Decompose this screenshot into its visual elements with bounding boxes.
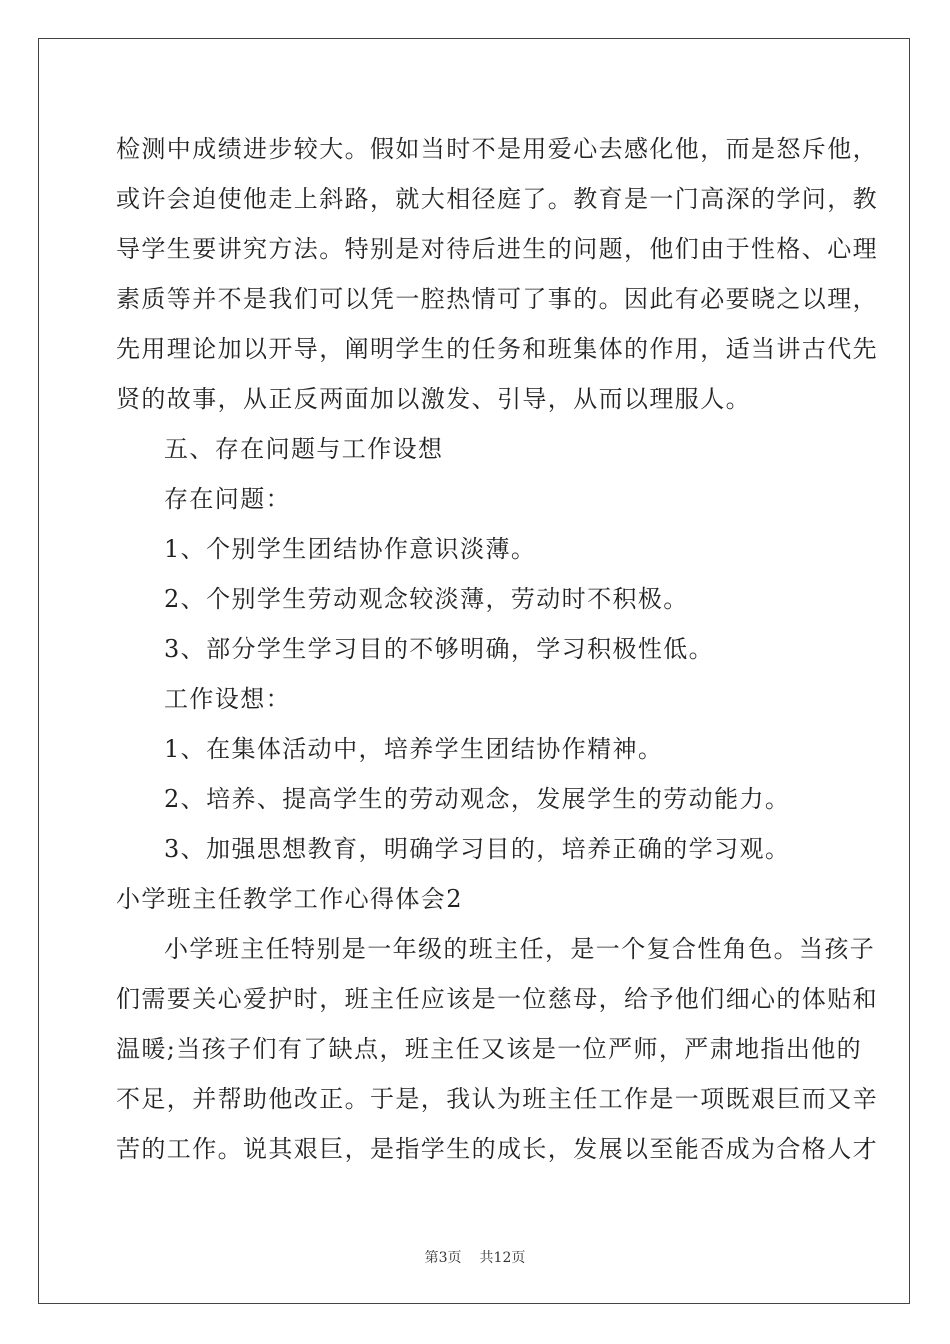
document-body	[116, 124, 878, 1174]
total-pages-label: 共12页	[479, 1250, 526, 1266]
text-line: 不足，并帮助他改正。于是，我认为班主任工作是一项既艰巨而又辛	[116, 1085, 878, 1113]
page-footer	[0, 1247, 950, 1267]
list-item: 3、加强思想教育，明确学习目的，培养正确的学习观。	[164, 835, 791, 863]
text-line: 或许会迫使他走上斜路，就大相径庭了。教育是一门高深的学问，教	[116, 185, 878, 213]
text-line: 们需要关心爱护时，班主任应该是一位慈母，给予他们细心的体贴和	[116, 985, 878, 1013]
text-line: 素质等并不是我们可以凭一腔热情可了事的。因此有必要晓之以理，	[116, 285, 878, 313]
subheading-problems: 存在问题：	[164, 485, 291, 513]
text-line: 导学生要讲究方法。特别是对待后进生的问题，他们由于性格、心理	[116, 235, 878, 263]
text-line: 检测中成绩进步较大。假如当时不是用爱心去感化他，而是怒斥他，	[116, 135, 878, 163]
text-line: 苦的工作。说其艰巨，是指学生的成长，发展以至能否成为合格人才	[116, 1135, 878, 1163]
text-line: 贤的故事，从正反两面加以激发、引导，从而以理服人。	[116, 385, 751, 413]
list-item: 1、在集体活动中，培养学生团结协作精神。	[164, 735, 664, 763]
list-item: 1、个别学生团结协作意识淡薄。	[164, 535, 537, 563]
list-item: 2、培养、提高学生的劳动观念，发展学生的劳动能力。	[164, 785, 791, 813]
list-item: 3、部分学生学习目的不够明确，学习积极性低。	[164, 635, 715, 663]
article-title: 小学班主任教学工作心得体会2	[116, 885, 463, 913]
current-page-label: 第3页	[424, 1250, 462, 1266]
list-item: 2、个别学生劳动观念较淡薄，劳动时不积极。	[164, 585, 689, 613]
text-line: 小学班主任特别是一年级的班主任，是一个复合性角色。当孩子	[164, 935, 876, 963]
text-line: 先用理论加以开导，阐明学生的任务和班集体的作用，适当讲古代先	[116, 335, 878, 363]
subheading-plans: 工作设想：	[164, 685, 291, 713]
section-heading: 五、存在问题与工作设想	[164, 435, 444, 463]
text-line: 温暖;当孩子们有了缺点，班主任又该是一位严师，严肃地指出他的	[116, 1035, 863, 1063]
